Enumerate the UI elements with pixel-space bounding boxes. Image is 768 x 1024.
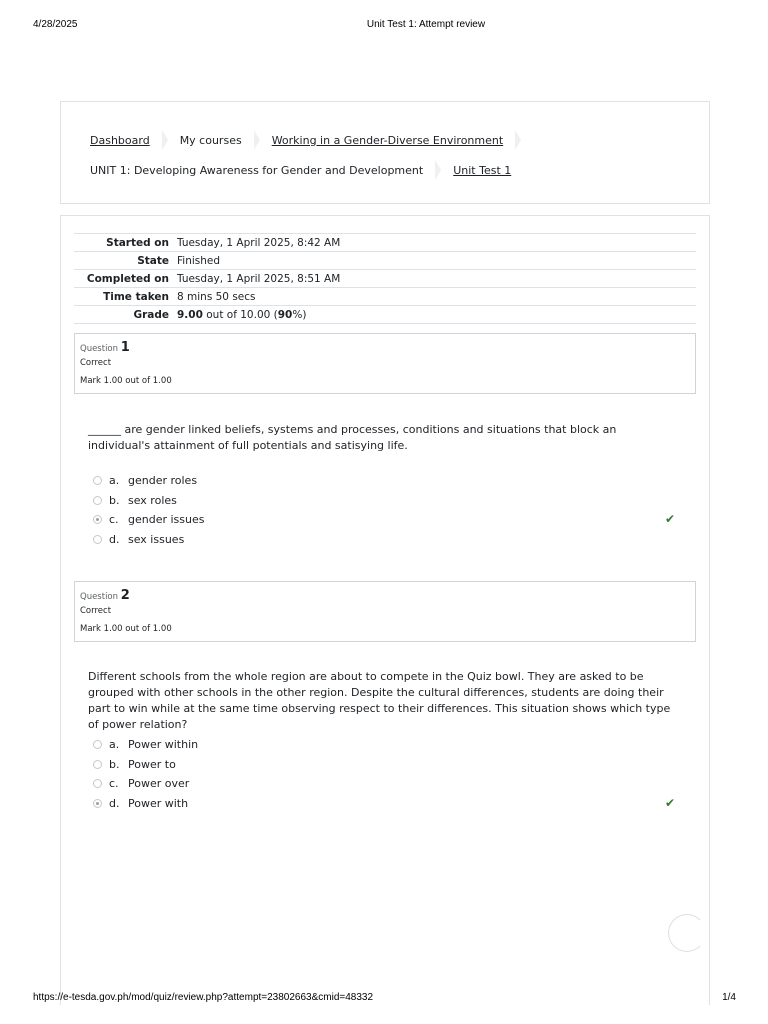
table-row (74, 288, 696, 306)
question-1-info (74, 333, 696, 394)
print-footer (0, 992, 768, 1006)
breadcrumb-unit: UNIT 1: Developing Awareness for Gender and Development (90, 163, 424, 177)
grade-label: Grade (74, 306, 173, 324)
radio-button[interactable] (93, 760, 102, 769)
breadcrumb-course[interactable]: Working in a Gender-Diverse Environment (271, 133, 504, 147)
print-page-number: 1/4 (722, 992, 736, 1003)
breadcrumb-dashboard[interactable]: Dashboard (90, 133, 150, 147)
radio-button[interactable] (93, 740, 102, 749)
answer-text: gender issues (128, 513, 205, 526)
time-taken-value: 8 mins 50 secs (173, 288, 696, 306)
check-icon: ✔ (665, 795, 676, 810)
question-1-text: ______ are gender linked beliefs, systems and processes, conditions and situations that block an individual's attainment of full potentials and satisying life. (88, 423, 617, 452)
print-header (0, 19, 768, 33)
question-state: Correct (80, 606, 112, 616)
question-2-info (74, 581, 696, 642)
answer-letter: d. (109, 532, 120, 546)
question-2-text: Different schools from the whole region are about to compete in the Quiz bowl. They are asked to be grouped with other schools in the other region. Despite the cultural differences, students are doing their part to win while at the same time observing respect to their differences. This situation shows which type of power relation? (88, 670, 671, 731)
started-label: Started on (74, 234, 173, 252)
grade-percent: 90 (277, 308, 293, 321)
grade-end: %) (292, 308, 307, 321)
answer-option[interactable] (93, 510, 683, 530)
answer-letter: c. (109, 513, 119, 526)
table-row (74, 234, 696, 252)
question-state: Correct (80, 358, 112, 368)
answer-letter: b. (109, 757, 120, 771)
answer-option[interactable] (93, 755, 683, 775)
grade-value (173, 306, 696, 324)
answer-letter: a. (109, 474, 120, 487)
started-value: Tuesday, 1 April 2025, 8:42 AM (173, 234, 696, 252)
radio-button[interactable] (93, 535, 102, 544)
grade-mid: out of 10.00 ( (202, 308, 278, 321)
breadcrumb-card (60, 101, 710, 204)
answer-option[interactable] (93, 471, 683, 491)
table-row (74, 252, 696, 270)
radio-button-selected[interactable] (93, 799, 102, 808)
breadcrumb-row-2 (90, 160, 511, 180)
state-value: Finished (173, 252, 696, 270)
answer-letter: c. (109, 777, 119, 790)
answer-option[interactable] (93, 530, 683, 550)
print-title: Unit Test 1: Attempt review (366, 19, 486, 30)
radio-button[interactable] (93, 779, 102, 788)
attempt-review-card (60, 215, 710, 1005)
question-number: Question 2 (80, 588, 130, 603)
breadcrumb (90, 130, 533, 150)
table-row (74, 306, 696, 324)
grade-score: 9.00 (177, 308, 203, 321)
time-taken-label: Time taken (74, 288, 173, 306)
table-row (74, 270, 696, 288)
answer-option[interactable] (93, 735, 683, 755)
chevron-right-icon (435, 160, 441, 180)
question-mark: Mark 1.00 out of 1.00 (80, 376, 172, 386)
print-date: 4/28/2025 (33, 19, 78, 30)
answer-letter: a. (109, 738, 120, 751)
answer-text: sex roles (128, 493, 177, 507)
radio-button[interactable] (93, 476, 102, 485)
completed-value: Tuesday, 1 April 2025, 8:51 AM (173, 270, 696, 288)
check-icon: ✔ (665, 512, 676, 526)
answer-text: Power over (128, 777, 190, 790)
attempt-summary-table (74, 233, 696, 324)
radio-button-selected[interactable] (93, 515, 102, 524)
answer-text: Power within (128, 738, 199, 751)
print-url: https://e-tesda.gov.ph/mod/quiz/review.php?attempt=23802663&cmid=48332 (33, 992, 374, 1003)
chevron-right-icon (254, 130, 260, 150)
breadcrumb-my-courses: My courses (179, 133, 242, 147)
chevron-right-icon (162, 130, 168, 150)
answer-text: Power with (128, 796, 189, 810)
answer-letter: d. (109, 796, 120, 810)
answer-text: Power to (128, 757, 176, 771)
answer-option[interactable] (93, 774, 683, 794)
completed-label: Completed on (74, 270, 173, 288)
answer-letter: b. (109, 493, 120, 507)
answer-text: sex issues (128, 532, 185, 546)
question-2-answers (93, 735, 683, 813)
loading-spinner-icon (668, 914, 706, 952)
answer-option[interactable] (93, 794, 683, 814)
radio-button[interactable] (93, 496, 102, 505)
state-label: State (74, 252, 173, 270)
answer-text: gender roles (128, 474, 198, 487)
chevron-right-icon (515, 130, 521, 150)
breadcrumb-unit-test[interactable]: Unit Test 1 (453, 163, 512, 177)
question-1-answers (93, 471, 683, 549)
question-number: Question 1 (80, 340, 130, 355)
answer-option[interactable] (93, 491, 683, 511)
question-mark: Mark 1.00 out of 1.00 (80, 624, 172, 634)
